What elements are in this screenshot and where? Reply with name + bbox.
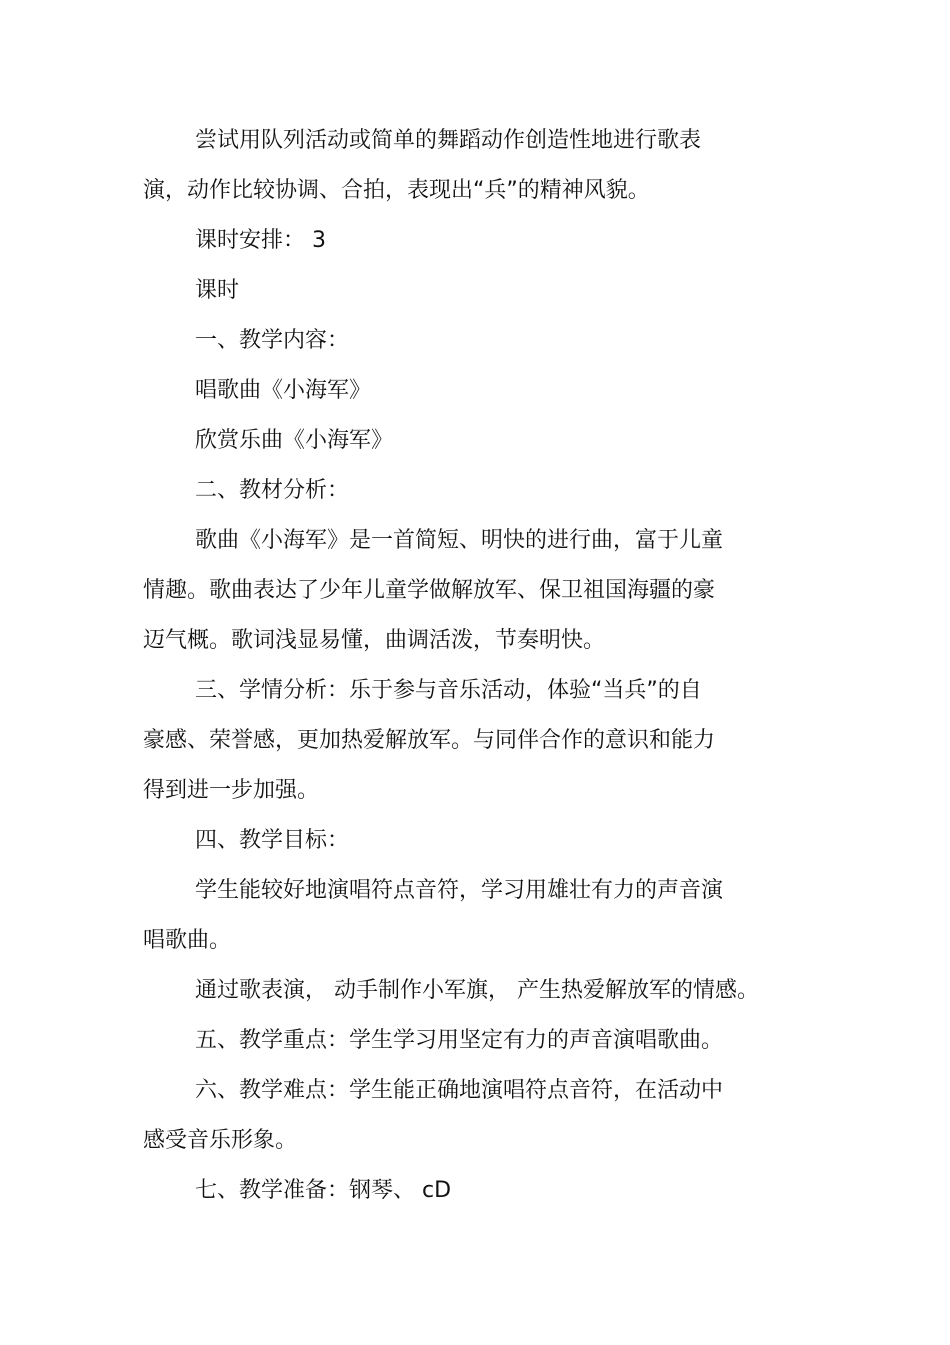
section-heading: 一、教学内容：	[195, 328, 350, 353]
section-heading: 二、教材分析：	[195, 478, 350, 503]
text-line: 欣赏乐曲《小海军》	[195, 428, 394, 453]
text-line: 得到进一步加强。	[143, 778, 320, 803]
section-heading: 四、教学目标：	[195, 828, 350, 853]
text-line: 学生能较好地演唱符点音符，学习用雄壮有力的声音演	[195, 878, 724, 903]
section-heading: 三、学情分析：乐于参与音乐活动，体验“当兵”的自	[195, 678, 702, 703]
text-line: 尝试用队列活动或简单的舞蹈动作创造性地进行歌表	[195, 128, 702, 153]
text-line: 唱歌曲《小海军》	[195, 378, 372, 403]
section-heading: 五、教学重点：学生学习用坚定有力的声音演唱歌曲。	[195, 1028, 724, 1053]
text-line: 情趣。歌曲表达了少年儿童学做解放军、保卫祖国海疆的豪	[143, 578, 716, 603]
text-line: 课时	[195, 278, 240, 303]
text-line: 感受音乐形象。	[143, 1128, 298, 1153]
text-line: 迈气概。歌词浅显易懂，曲调活泼，节奏明快。	[143, 628, 606, 653]
section-heading: 六、教学难点：学生能正确地演唱符点音符，在活动中	[195, 1078, 724, 1103]
text-line: 唱歌曲。	[143, 928, 232, 953]
text-line: 通过歌表演， 动手制作小军旗， 产生热爱解放军的情感。	[195, 978, 759, 1003]
text-line: 歌曲《小海军》是一首简短、明快的进行曲，富于儿童	[195, 528, 724, 553]
text-line: 演，动作比较协调、合拍，表现出“兵”的精神风貌。	[143, 178, 650, 203]
section-heading: 七、教学准备：钢琴、 cD	[195, 1178, 452, 1203]
text-line: 豪感、荣誉感，更加热爱解放军。与同伴合作的意识和能力	[143, 728, 716, 753]
text-line: 课时安排： 3	[195, 228, 326, 253]
